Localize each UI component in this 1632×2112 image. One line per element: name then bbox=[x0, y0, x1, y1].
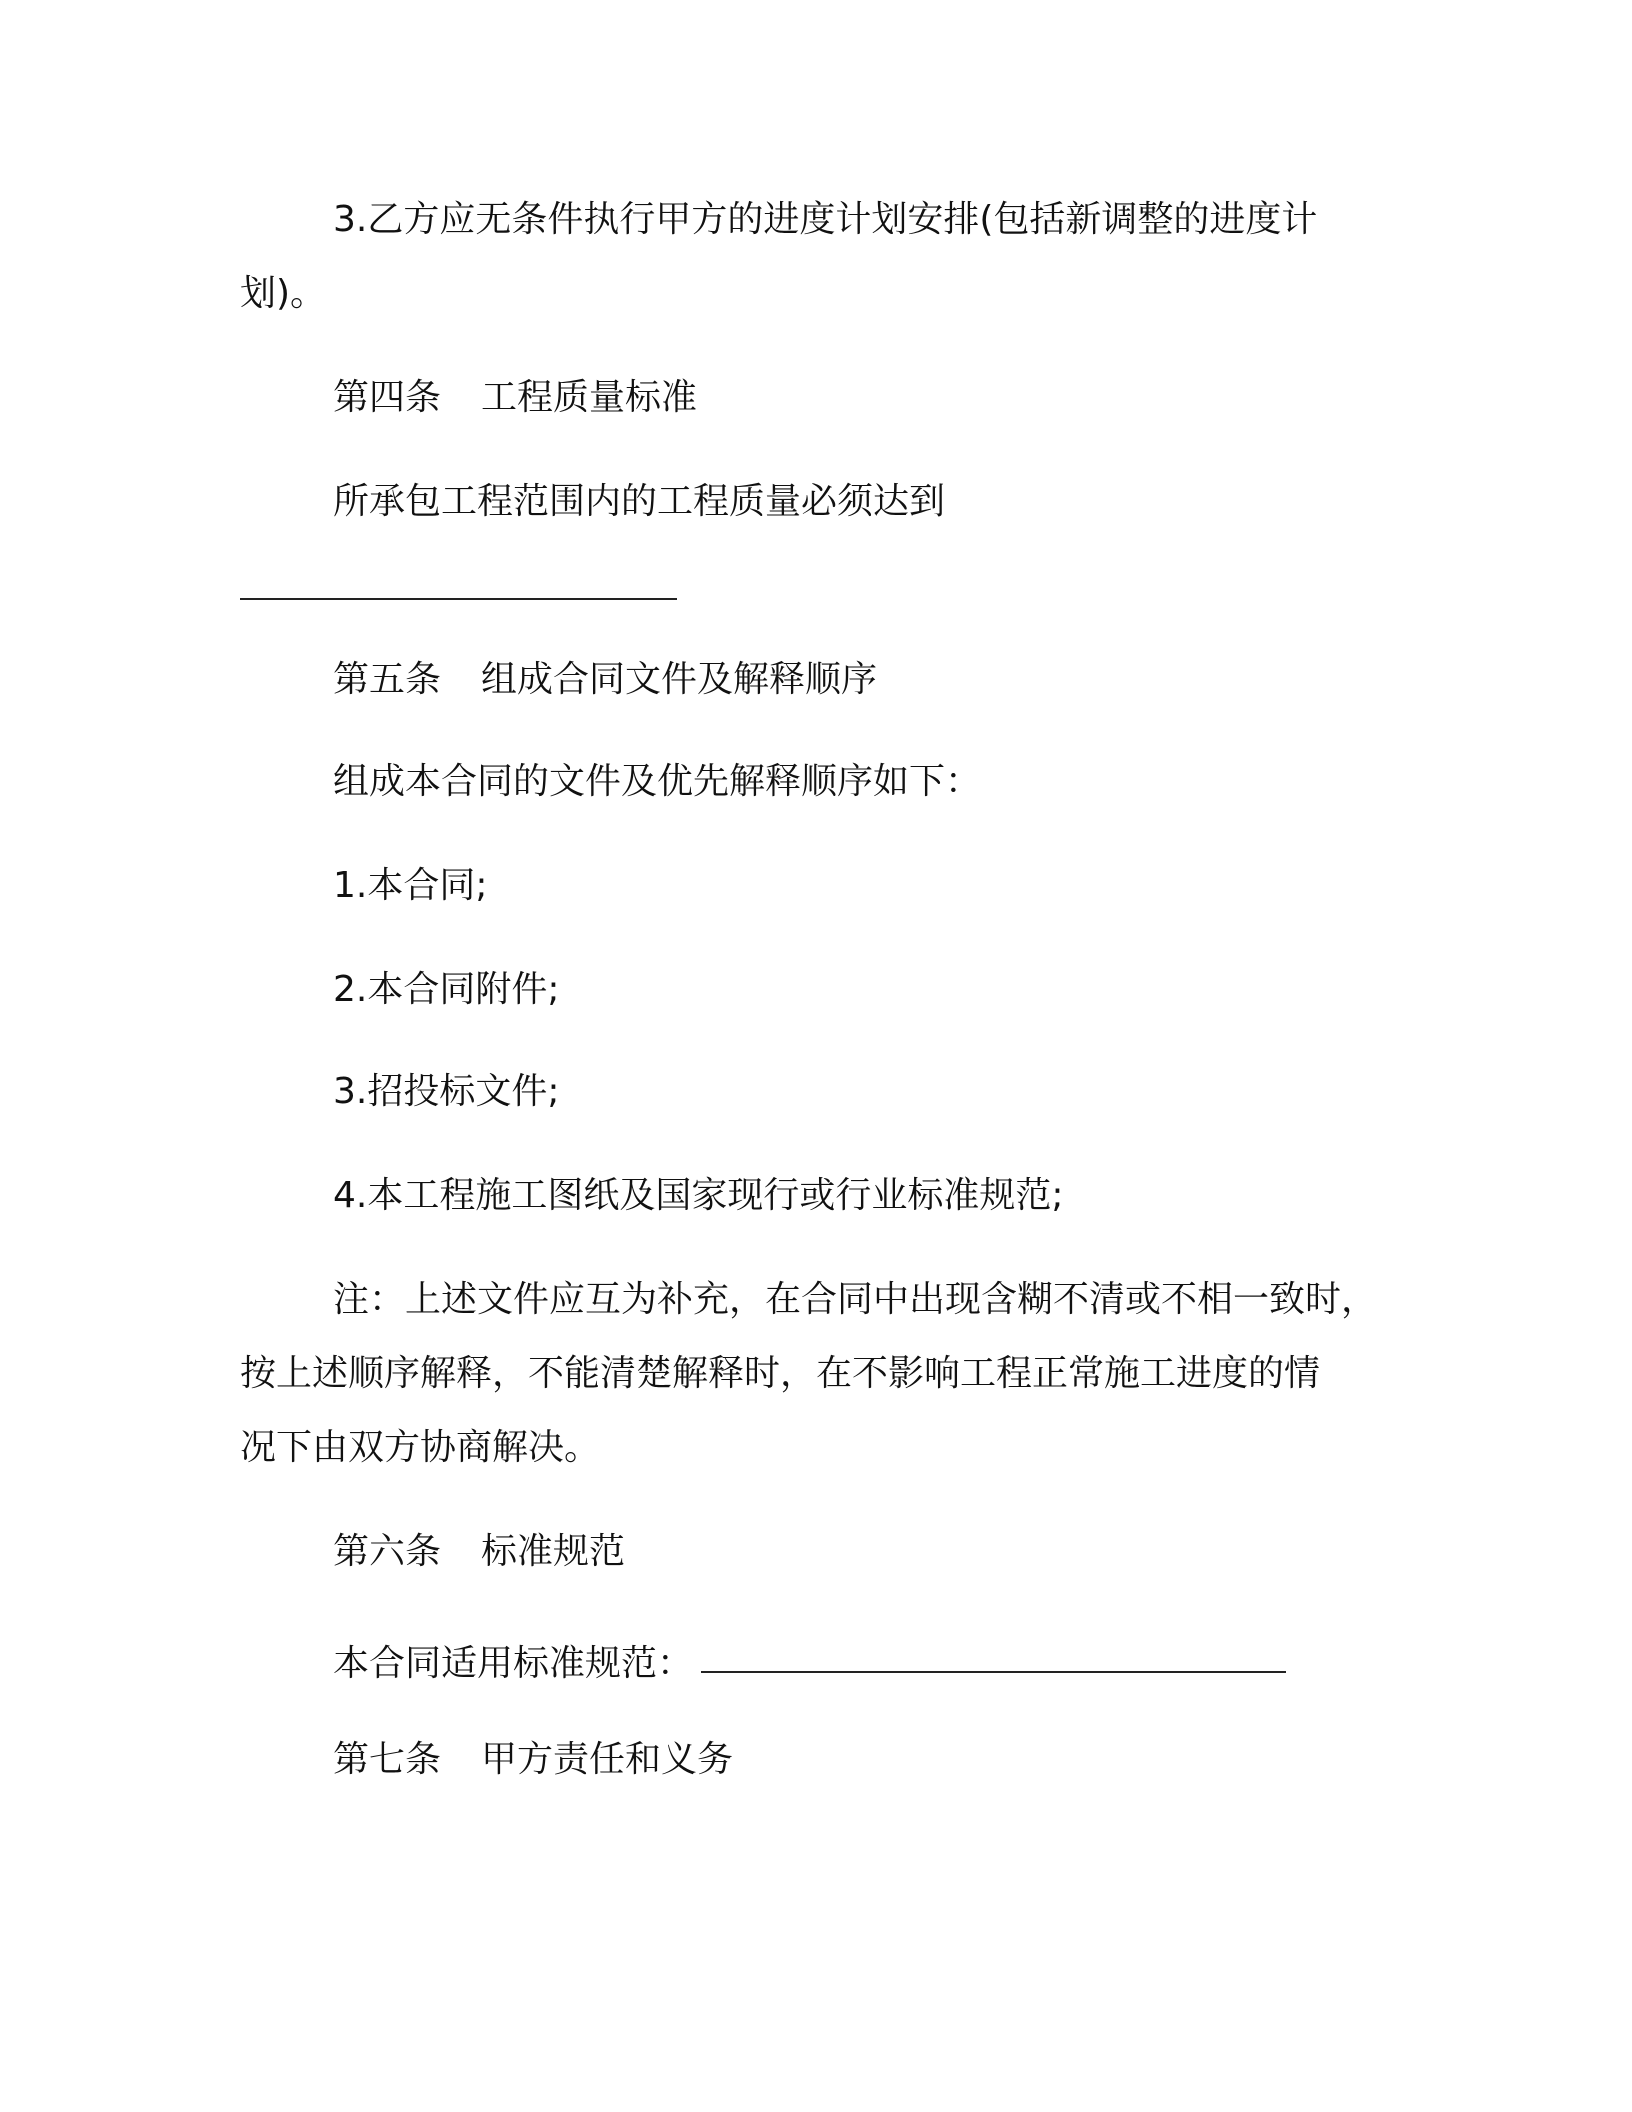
article-6-number: 第六条 bbox=[333, 1531, 442, 1572]
note-line2: 按上述顺序解释，不能清楚解释时，在不影响工程正常施工进度的情 bbox=[240, 1353, 1321, 1394]
note-line3: 况下由双方协商解决。 bbox=[240, 1427, 601, 1468]
article-5-title: 组成合同文件及解释顺序 bbox=[481, 659, 878, 700]
article-4-heading bbox=[333, 374, 697, 422]
article-6-title: 标准规范 bbox=[481, 1531, 626, 1572]
list-item: 1.本合同; bbox=[333, 865, 488, 906]
paragraph-progress-line2: 划)。 bbox=[240, 273, 327, 314]
paragraph-progress-line1: 3.乙方应无条件执行甲方的进度计划安排(包括新调整的进度计 bbox=[333, 199, 1318, 240]
list-item: 4.本工程施工图纸及国家现行或行业标准规范; bbox=[333, 1175, 1064, 1216]
article-4-title: 工程质量标准 bbox=[481, 377, 698, 418]
list-item: 3.招投标文件; bbox=[333, 1071, 560, 1112]
list-item: 2.本合同附件; bbox=[333, 969, 560, 1010]
article-6-body-label: 本合同适用标准规范： bbox=[333, 1643, 694, 1684]
article-4-number: 第四条 bbox=[333, 377, 442, 418]
article-6-heading bbox=[333, 1528, 625, 1576]
article-7-heading bbox=[333, 1736, 733, 1784]
article-6-body bbox=[333, 1640, 1286, 1688]
article-5-intro: 组成本合同的文件及优先解释顺序如下： bbox=[333, 761, 982, 802]
article-7-title: 甲方责任和义务 bbox=[481, 1739, 734, 1780]
note-line1: 注：上述文件应互为补充，在合同中出现含糊不清或不相一致时， bbox=[333, 1279, 1378, 1320]
standard-spec-blank bbox=[701, 1671, 1286, 1673]
article-7-number: 第七条 bbox=[333, 1739, 442, 1780]
article-5-heading bbox=[333, 656, 877, 704]
article-4-body: 所承包工程范围内的工程质量必须达到 bbox=[333, 481, 946, 522]
article-5-number: 第五条 bbox=[333, 659, 442, 700]
quality-standard-blank bbox=[240, 598, 677, 600]
